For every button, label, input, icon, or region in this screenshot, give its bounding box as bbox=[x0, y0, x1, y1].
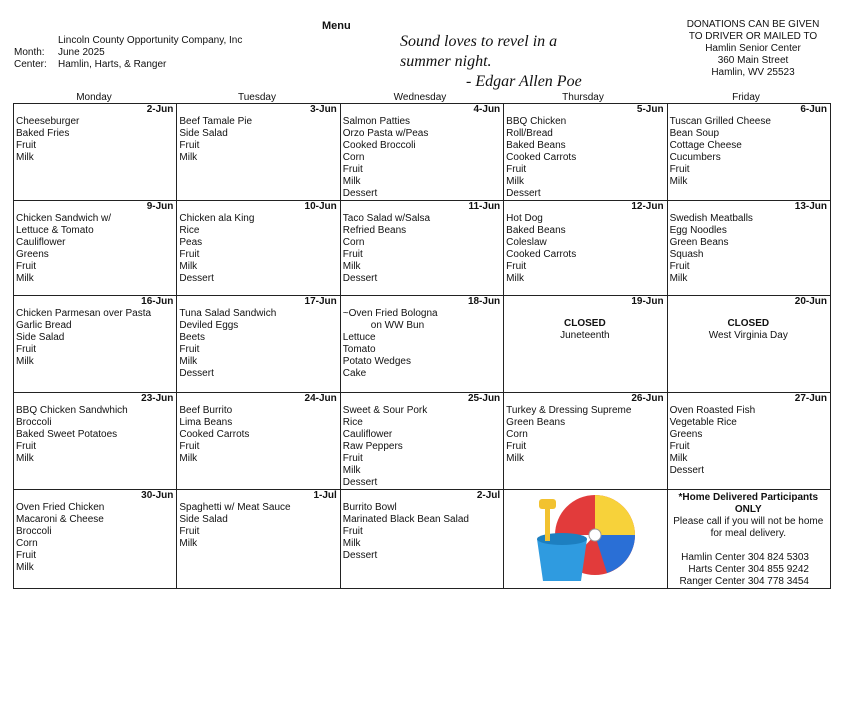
menu-item: Rice bbox=[342, 417, 363, 428]
menu-item: Tuscan Grilled Cheese bbox=[669, 116, 771, 127]
day-cell bbox=[177, 296, 340, 393]
menu-items bbox=[506, 116, 663, 200]
menu-item: Squash bbox=[669, 249, 704, 260]
menu-item: Hot Dog bbox=[506, 213, 543, 224]
donation-line: DONATIONS CAN BE GIVEN bbox=[686, 19, 820, 30]
menu-item: Fruit bbox=[342, 526, 363, 537]
menu-item: Cooked Broccoli bbox=[342, 140, 416, 151]
day-cell bbox=[667, 490, 830, 589]
menu-item: Bean Soup bbox=[669, 128, 720, 139]
menu-item: on WW Bun bbox=[370, 320, 425, 331]
menu-item: Corn bbox=[16, 538, 38, 549]
menu-item: Fruit bbox=[342, 164, 363, 175]
cell-date: 5-Jun bbox=[636, 104, 664, 115]
menu-item: Fruit bbox=[669, 164, 690, 175]
menu-item: Baked Fries bbox=[16, 128, 70, 139]
menu-item: Cottage Cheese bbox=[669, 140, 742, 151]
menu-item: Baked Sweet Potatoes bbox=[16, 429, 118, 440]
cell-date: 23-Jun bbox=[141, 393, 174, 404]
menu-item: Marinated Black Bean Salad bbox=[342, 514, 469, 525]
menu-item: Milk bbox=[16, 273, 34, 284]
beach-ball-and-bucket-icon bbox=[507, 495, 662, 583]
menu-item: Milk bbox=[16, 356, 34, 367]
donation-info bbox=[668, 19, 838, 79]
menu-item: Milk bbox=[506, 273, 524, 284]
menu-item: Beets bbox=[179, 332, 205, 343]
menu-item: Milk bbox=[16, 453, 34, 464]
day-cell bbox=[340, 490, 503, 589]
menu-item: Raw Peppers bbox=[342, 441, 403, 452]
day-cell bbox=[504, 104, 667, 201]
menu-items bbox=[670, 116, 827, 188]
menu-item: Baked Beans bbox=[506, 140, 566, 151]
menu-item: Broccoli bbox=[16, 417, 52, 428]
menu-item: Fruit bbox=[179, 441, 200, 452]
menu-item: BBQ Chicken bbox=[506, 116, 567, 127]
cell-date: 13-Jun bbox=[794, 201, 827, 212]
day-header-thursday: Thursday bbox=[562, 92, 604, 103]
closed-label: CLOSED bbox=[727, 318, 770, 329]
donation-line: Hamlin, WV 25523 bbox=[711, 67, 795, 78]
menu-item: Fruit bbox=[179, 344, 200, 355]
menu-item: Fruit bbox=[342, 249, 363, 260]
cell-date: 25-Jun bbox=[467, 393, 501, 404]
menu-item: Fruit bbox=[506, 441, 527, 452]
cell-date: 24-Jun bbox=[304, 393, 337, 404]
center-value: Hamlin, Harts, & Ranger bbox=[58, 59, 167, 70]
menu-item: Corn bbox=[342, 237, 365, 248]
month-label: Month: bbox=[14, 47, 45, 58]
donation-line: 360 Main Street bbox=[717, 55, 789, 66]
day-cell bbox=[504, 296, 667, 393]
menu-item: Dessert bbox=[179, 368, 214, 379]
day-cell bbox=[667, 296, 830, 393]
menu-items bbox=[179, 116, 336, 164]
menu-item: Dessert bbox=[342, 477, 378, 488]
menu-item: Refried Beans bbox=[342, 225, 407, 236]
menu-item: Lima Beans bbox=[179, 417, 233, 428]
notice-body: for meal delivery. bbox=[710, 528, 786, 539]
donation-line: TO DRIVER OR MAILED TO bbox=[688, 31, 818, 42]
closed-reason: West Virginia Day bbox=[708, 330, 788, 341]
cell-date: 3-Jun bbox=[310, 104, 337, 115]
menu-item: Beef Burrito bbox=[179, 405, 233, 416]
menu-item: Milk bbox=[179, 152, 198, 163]
cell-date: 4-Jun bbox=[473, 104, 501, 115]
menu-items bbox=[16, 405, 173, 465]
day-cell bbox=[340, 296, 503, 393]
day-cell bbox=[340, 201, 503, 296]
menu-items bbox=[16, 308, 173, 368]
menu-items bbox=[670, 213, 827, 285]
cell-date: 11-Jun bbox=[468, 201, 501, 212]
week-row bbox=[14, 201, 831, 296]
center-label: Center: bbox=[14, 59, 47, 70]
quote-line: Sound loves to revel in a bbox=[400, 33, 558, 50]
menu-item: Peas bbox=[179, 237, 203, 248]
organization-name: Lincoln County Opportunity Company, Inc bbox=[58, 35, 243, 46]
donation-line: Hamlin Senior Center bbox=[705, 43, 801, 54]
menu-item: Orzo Pasta w/Peas bbox=[342, 128, 429, 139]
day-header-monday: Monday bbox=[76, 92, 112, 103]
day-header-wednesday: Wednesday bbox=[393, 92, 447, 103]
menu-item: Cooked Carrots bbox=[506, 249, 577, 260]
menu-item: Milk bbox=[669, 453, 688, 464]
quote-attribution: - Edgar Allen Poe bbox=[466, 73, 582, 90]
notice-heading: ONLY bbox=[734, 504, 762, 515]
menu-item: Dessert bbox=[342, 273, 378, 284]
menu-item: Cauliflower bbox=[16, 237, 66, 248]
menu-item: Fruit bbox=[669, 261, 690, 272]
menu-item: Lettuce bbox=[342, 332, 376, 343]
menu-item: Greens bbox=[669, 429, 703, 440]
home-delivery-notice bbox=[670, 490, 827, 588]
menu-item: Dessert bbox=[342, 188, 378, 199]
menu-item: Coleslaw bbox=[506, 237, 547, 248]
menu-items bbox=[343, 213, 500, 285]
menu-items bbox=[343, 405, 500, 489]
menu-item: Milk bbox=[16, 562, 34, 573]
menu-item: ~Oven Fried Bologna bbox=[342, 308, 438, 319]
menu-items bbox=[16, 116, 173, 164]
day-cell bbox=[14, 393, 177, 490]
cell-date: 2-Jun bbox=[146, 104, 174, 115]
menu-item: Green Beans bbox=[506, 417, 566, 428]
menu-item: Milk bbox=[16, 152, 34, 163]
menu-item: Salmon Patties bbox=[342, 116, 411, 127]
quote-line: summer night. bbox=[400, 53, 492, 70]
menu-item: Egg Noodles bbox=[669, 225, 727, 236]
quote bbox=[400, 32, 650, 92]
cell-date: 2-Jul bbox=[476, 490, 501, 501]
menu-item: Milk bbox=[669, 273, 688, 284]
menu-item: Tuna Salad Sandwich bbox=[179, 308, 277, 319]
cell-date: 1-Jul bbox=[313, 490, 337, 501]
menu-item: Milk bbox=[342, 261, 361, 272]
menu-item: Fruit bbox=[506, 261, 527, 272]
menu-item: Chicken Parmesan over Pasta bbox=[16, 308, 152, 319]
cell-date: 10-Jun bbox=[304, 201, 337, 212]
menu-item: Rice bbox=[179, 225, 200, 236]
day-cell bbox=[340, 393, 503, 490]
menu-item: Chicken ala King bbox=[179, 213, 255, 224]
menu-item: Macaroni & Cheese bbox=[16, 514, 104, 525]
menu-item: Sweet & Sour Pork bbox=[342, 405, 428, 416]
menu-item: Cooked Carrots bbox=[506, 152, 577, 163]
menu-items bbox=[343, 308, 500, 380]
menu-item: Garlic Bread bbox=[16, 320, 72, 331]
menu-item: Beef Tamale Pie bbox=[179, 116, 253, 127]
menu-item: Fruit bbox=[342, 453, 363, 464]
day-cell bbox=[14, 104, 177, 201]
menu-item: Side Salad bbox=[179, 128, 228, 139]
day-cell bbox=[667, 201, 830, 296]
menu-item: Potato Wedges bbox=[342, 356, 411, 367]
menu-items bbox=[670, 405, 827, 477]
cell-date: 16-Jun bbox=[141, 296, 174, 307]
week-row bbox=[14, 490, 831, 589]
week-row bbox=[14, 393, 831, 490]
menu-item: Side Salad bbox=[16, 332, 65, 343]
menu-item: Deviled Eggs bbox=[179, 320, 239, 331]
closed-reason: Juneteenth bbox=[560, 330, 610, 341]
menu-item: Cauliflower bbox=[342, 429, 393, 440]
menu-items bbox=[179, 308, 336, 380]
menu-item: Swedish Meatballs bbox=[669, 213, 753, 224]
menu-item: Cake bbox=[342, 368, 367, 379]
menu-item: Fruit bbox=[669, 441, 690, 452]
menu-item: Fruit bbox=[16, 441, 36, 452]
cell-date: 20-Jun bbox=[794, 296, 827, 307]
menu-items bbox=[343, 116, 500, 200]
menu-item: Oven Fried Chicken bbox=[16, 502, 105, 513]
menu-item: Milk bbox=[179, 453, 198, 464]
menu-items bbox=[179, 502, 336, 550]
day-cell bbox=[667, 104, 830, 201]
menu-item: Fruit bbox=[16, 344, 36, 355]
menu-item: Tomato bbox=[342, 344, 376, 355]
cell-date: 9-Jun bbox=[146, 201, 174, 212]
menu-item: Taco Salad w/Salsa bbox=[342, 213, 431, 224]
day-cell bbox=[504, 393, 667, 490]
menu-item: Milk bbox=[179, 261, 198, 272]
notice-body: Please call if you will not be home bbox=[673, 516, 824, 527]
menu-items bbox=[179, 213, 336, 285]
menu-item: Burrito Bowl bbox=[342, 502, 397, 513]
menu-item: Milk bbox=[342, 538, 361, 549]
menu-item: Roll/Bread bbox=[506, 128, 553, 139]
week-row bbox=[14, 104, 831, 201]
menu-title: Menu bbox=[322, 20, 351, 32]
menu-item: Fruit bbox=[16, 261, 36, 272]
day-cell bbox=[14, 296, 177, 393]
day-header-tuesday: Tuesday bbox=[238, 92, 276, 103]
day-cell bbox=[340, 104, 503, 201]
menu-item: Dessert bbox=[179, 273, 214, 284]
menu-item: Turkey & Dressing Supreme bbox=[506, 405, 632, 416]
menu-item: Spaghetti w/ Meat Sauce bbox=[179, 502, 291, 513]
week-row bbox=[14, 296, 831, 393]
menu-item: Corn bbox=[506, 429, 528, 440]
cell-date: 19-Jun bbox=[631, 296, 664, 307]
menu-item: Chicken Sandwich w/ bbox=[16, 213, 112, 224]
menu-item: Broccoli bbox=[16, 526, 52, 537]
menu-item: Fruit bbox=[16, 140, 36, 151]
menu-item: Cooked Carrots bbox=[179, 429, 250, 440]
menu-items bbox=[179, 405, 336, 465]
cell-date: 26-Jun bbox=[631, 393, 664, 404]
day-cell bbox=[667, 393, 830, 490]
menu-item: Vegetable Rice bbox=[669, 417, 737, 428]
day-header-friday: Friday bbox=[732, 92, 760, 103]
day-cell bbox=[14, 490, 177, 589]
menu-items bbox=[506, 213, 663, 285]
menu-item: Milk bbox=[179, 538, 198, 549]
menu-item: Milk bbox=[506, 176, 524, 187]
menu-item: Milk bbox=[179, 356, 198, 367]
menu-item: Cheeseburger bbox=[16, 116, 80, 127]
menu-item: Milk bbox=[342, 176, 361, 187]
menu-items bbox=[506, 405, 663, 465]
menu-item: Milk bbox=[342, 465, 361, 476]
phone-number: Hamlin Center 304 824 5303 bbox=[681, 552, 809, 563]
menu-item: Fruit bbox=[179, 140, 200, 151]
day-cell bbox=[177, 201, 340, 296]
menu-item: Dessert bbox=[342, 550, 378, 561]
day-cell bbox=[504, 490, 667, 589]
phone-number: Harts Center 304 855 9242 bbox=[688, 564, 809, 575]
menu-item: Fruit bbox=[16, 550, 36, 561]
menu-item: Oven Roasted Fish bbox=[669, 405, 756, 416]
menu-item: Milk bbox=[669, 176, 688, 187]
cell-date: 30-Jun bbox=[141, 490, 174, 501]
menu-item: BBQ Chicken Sandwhich bbox=[16, 405, 128, 416]
menu-items bbox=[16, 502, 173, 574]
phone-number: Ranger Center 304 778 3454 bbox=[679, 576, 809, 587]
day-cell bbox=[177, 490, 340, 589]
notice-heading: *Home Delivered Participants bbox=[678, 492, 819, 503]
menu-item: Lettuce & Tomato bbox=[16, 225, 94, 236]
day-cell bbox=[177, 104, 340, 201]
menu-item: Green Beans bbox=[669, 237, 729, 248]
menu-items bbox=[343, 502, 500, 562]
menu-calendar bbox=[13, 103, 831, 589]
menu-item: Dessert bbox=[669, 465, 705, 476]
day-cell bbox=[504, 201, 667, 296]
menu-item: Dessert bbox=[506, 188, 541, 199]
menu-item: Milk bbox=[506, 453, 524, 464]
phone-list bbox=[670, 552, 827, 588]
menu-item: Corn bbox=[342, 152, 365, 163]
menu-item: Cucumbers bbox=[669, 152, 721, 163]
day-cell bbox=[177, 393, 340, 490]
menu-item: Side Salad bbox=[179, 514, 228, 525]
cell-date: 27-Jun bbox=[794, 393, 827, 404]
closed-label: CLOSED bbox=[564, 318, 606, 329]
month-value: June 2025 bbox=[58, 47, 105, 58]
menu-item: Fruit bbox=[179, 249, 200, 260]
menu-item: Baked Beans bbox=[506, 225, 566, 236]
menu-item: Fruit bbox=[506, 164, 527, 175]
cell-date: 18-Jun bbox=[467, 296, 501, 307]
menu-items bbox=[16, 213, 173, 285]
cell-date: 17-Jun bbox=[304, 296, 337, 307]
menu-item: Greens bbox=[16, 249, 49, 260]
day-cell bbox=[14, 201, 177, 296]
cell-date: 6-Jun bbox=[800, 104, 827, 115]
menu-item: Fruit bbox=[179, 526, 200, 537]
cell-date: 12-Jun bbox=[631, 201, 664, 212]
